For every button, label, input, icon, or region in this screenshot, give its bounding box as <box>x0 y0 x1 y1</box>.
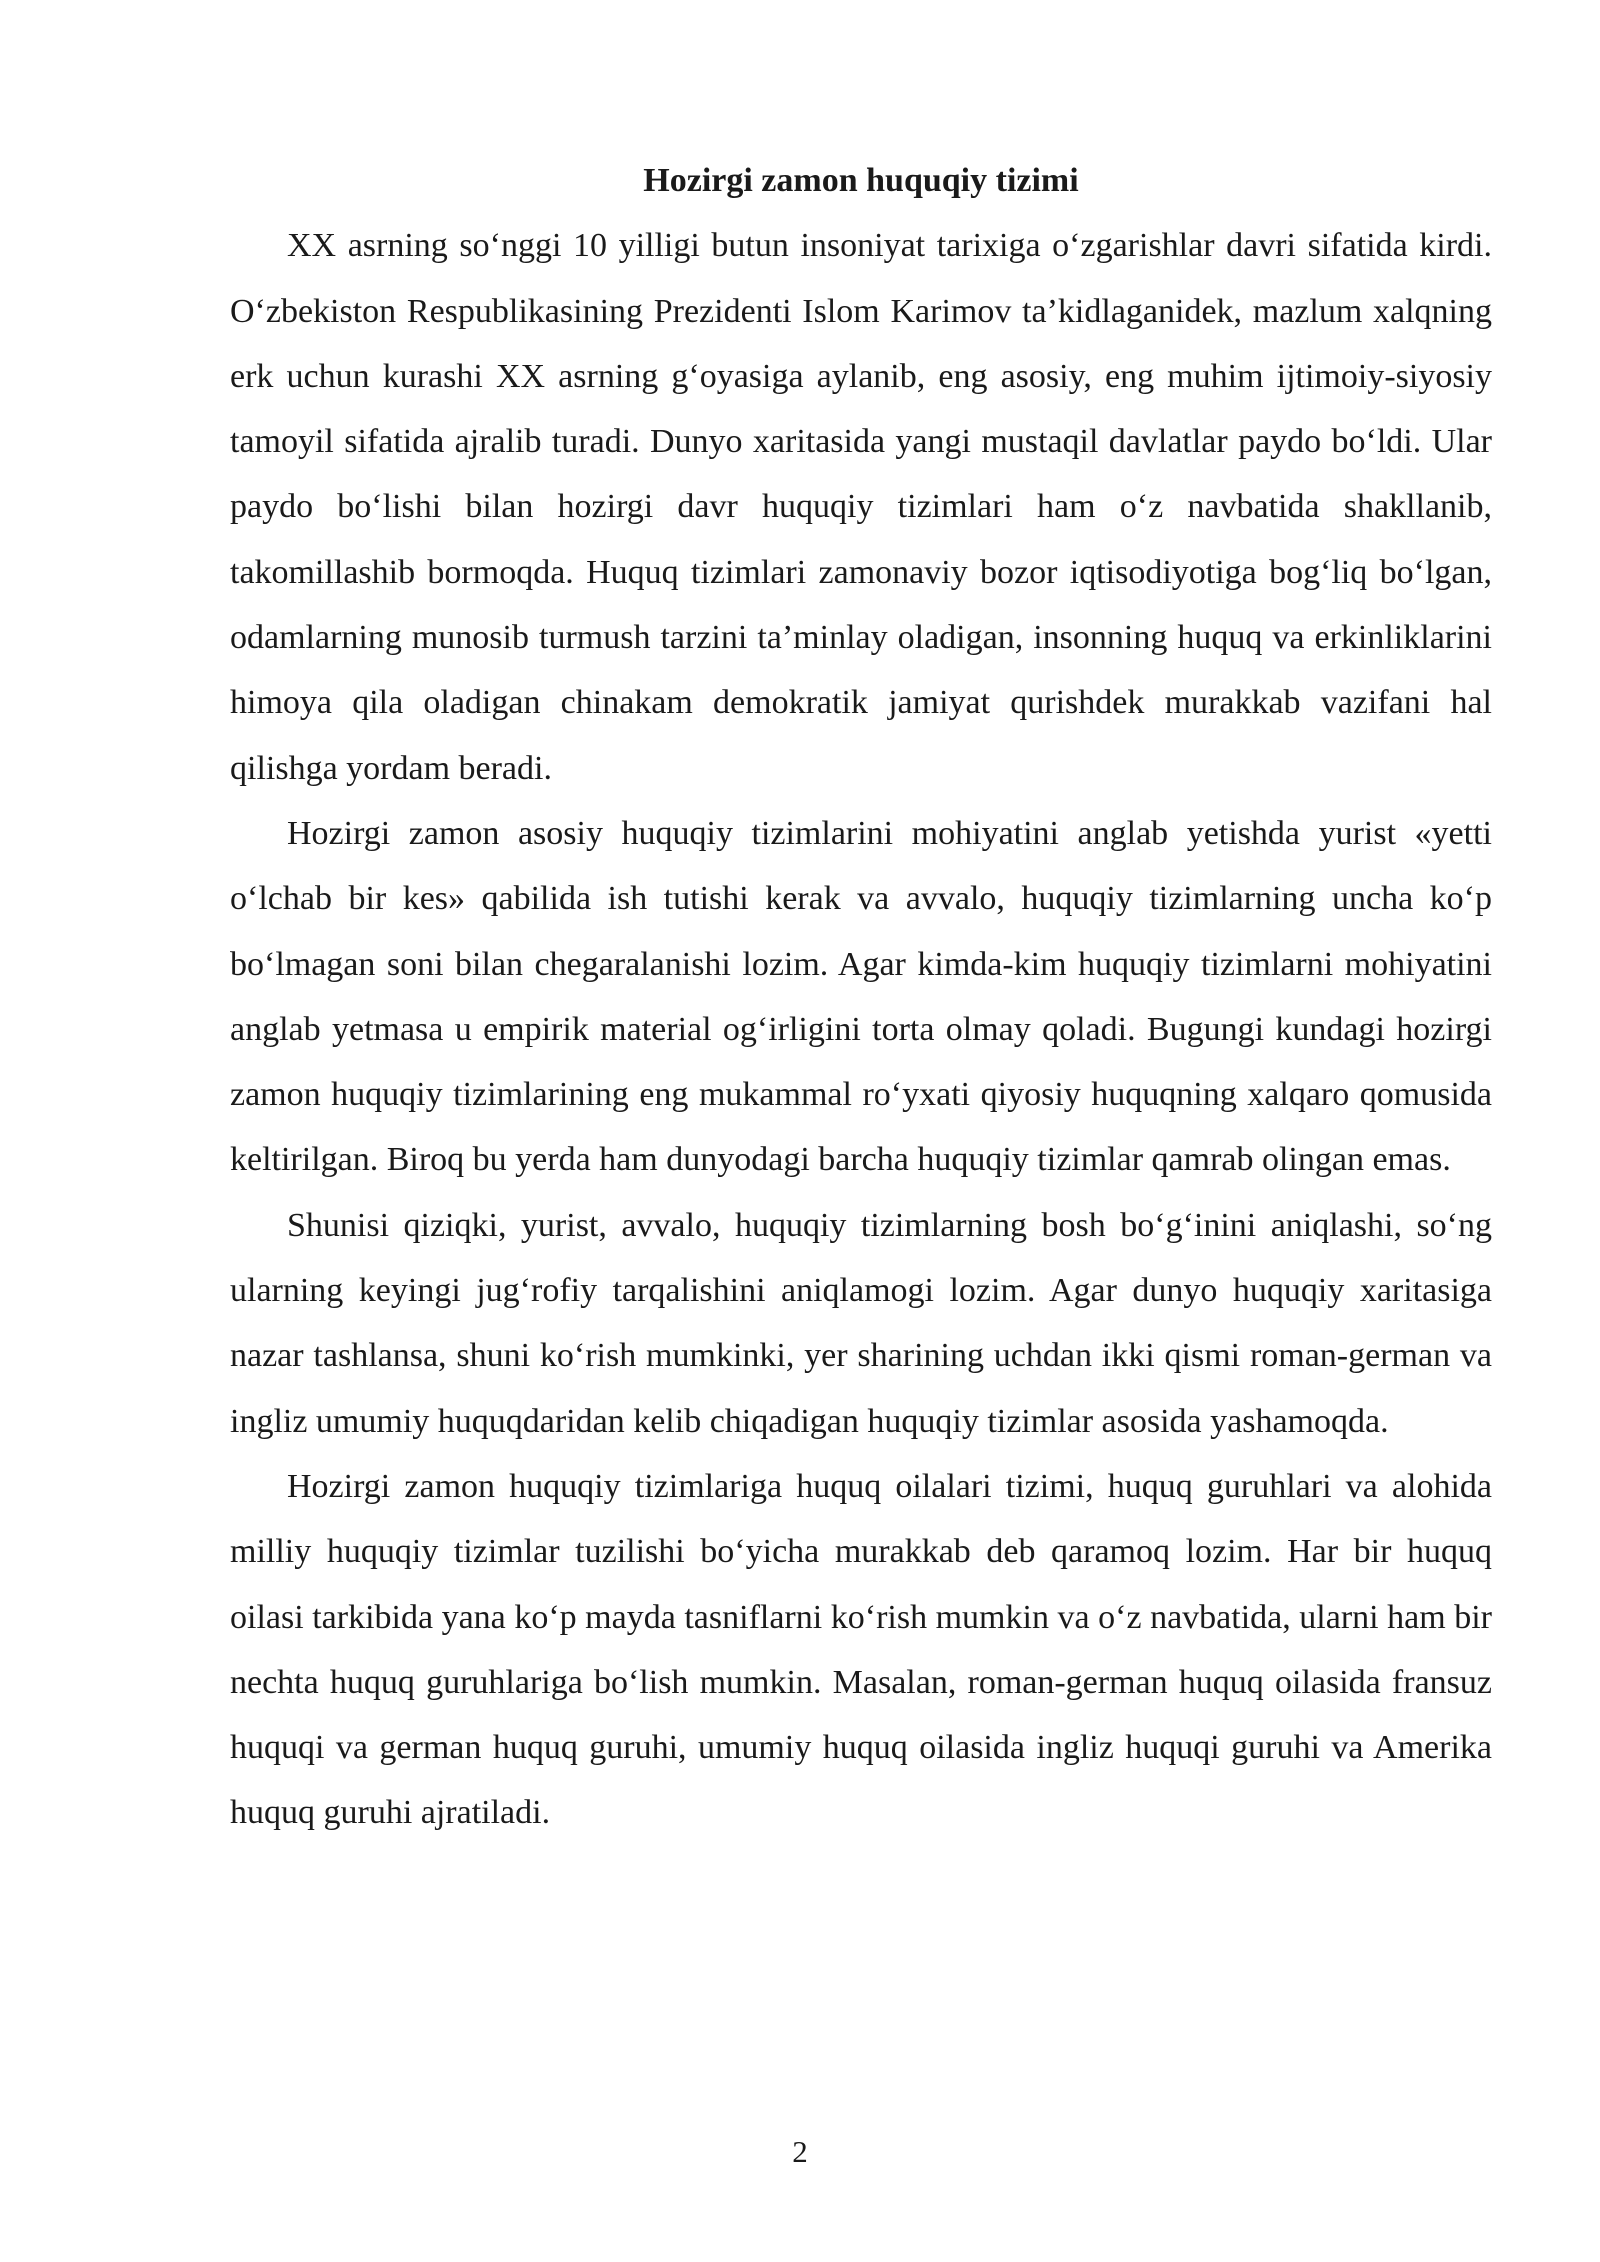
page-number: 2 <box>792 2134 808 2169</box>
document-body <box>230 148 1492 1846</box>
paragraph-2: Hozirgi zamon asosiy huquqiy tizimlarini mohiyatini anglab yetishda yurist «yetti o‘lchab bir kes» qabilida ish tutishi kerak va avvalo, huquqiy tizimlarning uncha ko‘p bo‘lmagan soni bilan chegaralanishi lozim. Agar kimda-kim huquqiy tizimlarni mohiyatini anglab yetmasa u empirik material og‘irligini torta olmay qoladi. Bugungi kundagi hozirgi zamon huquqiy tizimlarining eng mukammal ro‘yxati qiyosiy huquqning xalqaro qomusida keltirilgan. Biroq bu yerda ham dunyodagi barcha huquqiy tizimlar qamrab olingan emas. <box>230 814 1492 1179</box>
paragraph-4: Hozirgi zamon huquqiy tizimlariga huquq oilalari tizimi, huquq guruhlari va alohida milliy huquqiy tizimlar tuzilishi bo‘yicha murakkab deb qaramoq lozim. Har bir huquq oilasi tarkibida yana ko‘p mayda tasniflarni ko‘rish mumkin va o‘z navbatida, ularni ham bir nechta huquq guruhlariga bo‘lish mumkin. Masalan, roman-german huquq oilasida fransuz huquqi va german huquq guruhi, umumiy huquq oilasida ingliz huquqi guruhi va Amerika huquq guruhi ajratiladi. <box>230 1467 1492 1832</box>
paragraph-3: Shunisi qiziqki, yurist, avvalo, huquqiy tizimlarning bosh bo‘g‘inini aniqlashi, so‘ng ularning keyingi jug‘rofiy tarqalishini aniqlamogi lozim. Agar dunyo huquqiy xaritasiga nazar tashlansa, shuni ko‘rish mumkinki, yer sharining uchdan ikki qismi roman-german va ingliz umumiy huquqdaridan kelib chiqadigan huquqiy tizimlar asosida yashamoqda. <box>230 1206 1492 1440</box>
paragraph-1: XX asrning so‘nggi 10 yilligi butun insoniyat tarixiga o‘zgarishlar davri sifatida kirdi. O‘zbekiston Respublikasining Prezidenti Islom Karimov ta’kidlaganidek, mazlum xalqning erk uchun kurashi XX asrning g‘oyasiga aylanib, eng asosiy, eng muhim ijtimoiy-siyosiy tamoyil sifatida ajralib turadi. Dunyo xaritasida yangi mustaqil davlatlar paydo bo‘ldi. Ular paydo bo‘lishi bilan hozirgi davr huquqiy tizimlari ham o‘z navbatida shakllanib, takomillashib bormoqda. Huquq tizimlari zamonaviy bozor iqtisodiyotiga bog‘liq bo‘lgan, odamlarning munosib turmush tarzini ta’minlay oladigan, insonning huquq va erkinliklarini himoya qila oladigan chinakam demokratik jamiyat qurishdek murakkab vazifani hal qilishga yordam beradi. <box>230 227 1492 787</box>
document-title: Hozirgi zamon huquqiy tizimi <box>643 162 1079 199</box>
